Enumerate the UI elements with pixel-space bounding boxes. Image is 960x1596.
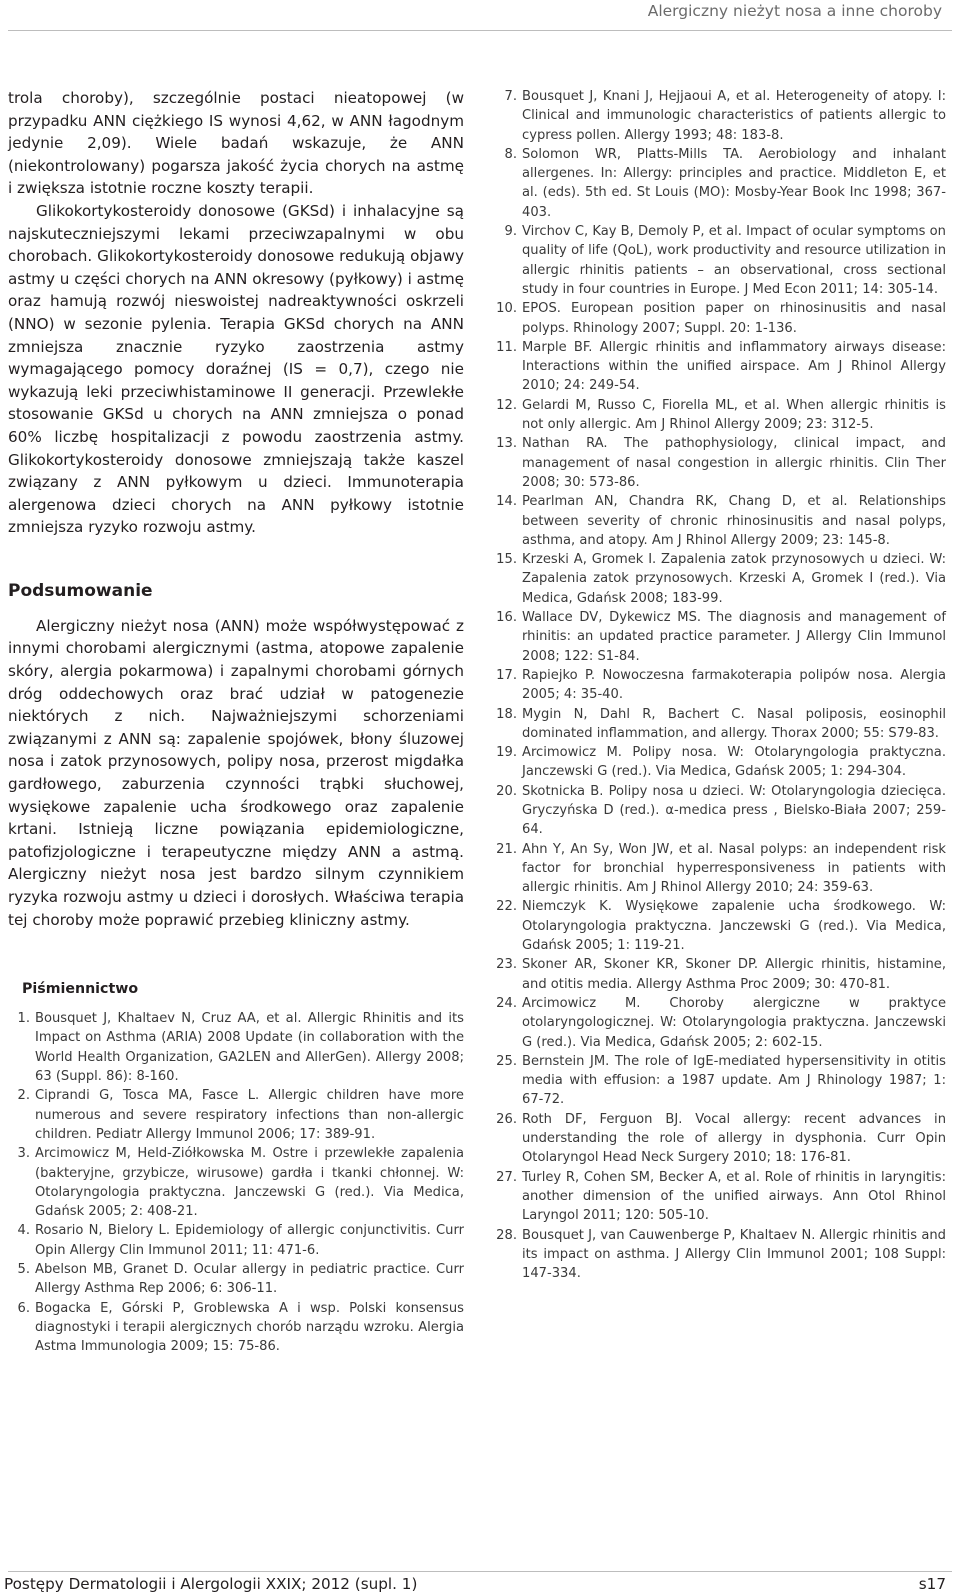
summary-paragraph: Alergiczny nieżyt nosa (ANN) może współwystępować z innymi chorobami alergicznymi (astma, atopowe zapalenie skóry, alergia pokarmowa) i zapalnymi chorobami górnych dróg oddechowych oraz brać udział w patogenezie niektórych z nich. Najważniejszymi schorzeniami związanymi z ANN są: zapalenie spojówek, błony śluzowej nosa i zatok przynosowych, polipy nosa, przerost migdałka gardłowego, zaburzenia czynności trąbki słuchowej, wysiękowe zapalenie ucha środkowego oraz zapalenie krtani. Istnieją liczne powiązania epidemiologiczne, patofizjologiczne i terapeutyczne między ANN a astmą. Alergiczny nieżyt nosa jest bardzo silnym czynnikiem ryzyka rozwoju astmy u dzieci i dorosłych. Właściwa terapia tej choroby może poprawić przebieg kliniczny astmy. [8, 616, 464, 929]
reference-item [493, 1110, 946, 1168]
header-divider [8, 30, 952, 31]
reference-number: 22. [496, 899, 517, 915]
references-list-right [493, 87, 946, 1283]
reference-number: 11. [496, 339, 517, 355]
reference-item [8, 1299, 464, 1357]
reference-text: Bogacka E, Górski P, Groblewska A i wsp. Polski konsensus diagnostyki i terapii alergicznych chorób narządu wzroku. Alergia Astma Immunologia 2009; 15: 75-86. [35, 1300, 464, 1355]
reference-item [493, 782, 946, 840]
reference-number: 5. [17, 1262, 30, 1278]
reference-item [493, 338, 946, 396]
reference-text: Arcimowicz M. Polipy nosa. W: Otolaryngologia praktyczna. Janczewski G (red.). Via Medica, Gdańsk 2005; 1: 294-304. [522, 745, 946, 780]
reference-text: Roth DF, Ferguon BJ. Vocal allergy: recent advances in understanding the role of allergy in dysphonia. Curr Opin Otolaryngol Head Neck Surgery 2010; 18: 176-81. [522, 1111, 946, 1166]
reference-item [493, 666, 946, 705]
footer-journal: Postępy Dermatologii i Alergologii XXIX; 2012 (supl. 1) [4, 1575, 418, 1593]
right-column [493, 87, 946, 1283]
reference-number: 7. [504, 89, 517, 104]
reference-number: 12. [496, 397, 517, 413]
reference-text: Rosario N, Bielory L. Epidemiology of allergic conjunctivitis. Curr Opin Allergy Clin Immunol 2011; 11: 471-6. [35, 1223, 464, 1258]
reference-item [493, 222, 946, 299]
reference-item [493, 492, 946, 550]
reference-item [493, 1226, 946, 1284]
reference-number: 20. [496, 783, 517, 799]
reference-item [8, 1260, 464, 1299]
reference-item [493, 608, 946, 666]
reference-text: Ahn Y, An Sy, Won JW, et al. Nasal polyps: an independent risk factor for bronchial hyperresponsiveness in patients with allergic rhinitis. Am J Rhinol Allergy 2010; 24: 359-63. [522, 841, 946, 896]
reference-text: Gelardi M, Russo C, Fiorella ML, et al. When allergic rhinitis is not only allergic. Am J Rhinol Allergy 2009; 23: 312-5. [522, 397, 946, 433]
reference-number: 24. [496, 995, 517, 1011]
reference-text: Arcimowicz M. Choroby alergiczne w praktyce otolaryngologicznej. W: Otolaryngologia praktyczna. Janczewski G (red.). Via Medica, Gdańsk 2005; 2: 602-15. [522, 995, 946, 1050]
reference-number: 25. [496, 1053, 517, 1069]
reference-item [8, 1144, 464, 1221]
reference-text: Ciprandi G, Tosca MA, Fasce L. Allergic children have more numerous and severe respiratory infections than non-allergic children. Pediatr Allergy Immunol 2006; 17: 389-91. [35, 1088, 464, 1142]
reference-item [8, 1221, 464, 1260]
reference-number: 6. [17, 1300, 30, 1316]
reference-text: Krzeski A, Gromek I. Zapalenia zatok przynosowych u dzieci. W: Zapalenia zatok przynosowych. Krzeski A, Gromek I (red.). Via Medica, Gdańsk 2008; 183-99. [522, 552, 946, 606]
reference-number: 21. [496, 841, 517, 857]
reference-text: Bernstein JM. The role of IgE-mediated hypersensitivity in otitis media with effusion: a 1987 update. Am J Rhinology 1987; 1: 67-72. [522, 1053, 946, 1108]
running-head: Alergiczny nieżyt nosa a inne choroby [647, 2, 942, 20]
reference-item [493, 434, 946, 492]
reference-text: Bousquet J, van Cauwenberge P, Khaltaev N. Allergic rhinitis and its impact on asthma. J Allergy Clin Immunol 2001; 108 Suppl: 147-334. [522, 1227, 946, 1282]
reference-text: Bousquet J, Knani J, Hejjaoui A, et al. Heterogeneity of atopy. I: Clinical and immunologic characteristics of patients allergic to cypress pollen. Allergy 1993; 48: 183-8. [522, 89, 946, 143]
reference-number: 18. [496, 706, 517, 722]
reference-text: Solomon WR, Platts-Mills TA. Aerobiology and inhalant allergenes. In: Allergy: principles and practice. Middleton E, et al. (eds). 5th ed. St Louis (MO): Mosby-Year Book Inc 1998; 367-403. [522, 146, 946, 220]
reference-text: Abelson MB, Granet D. Ocular allergy in pediatric practice. Curr Allergy Asthma Rep 2006; 6: 306-11. [35, 1262, 464, 1297]
reference-number: 15. [496, 552, 517, 568]
section-title-summary: Podsumowanie [8, 580, 153, 601]
reference-number: 14. [496, 494, 517, 510]
reference-number: 27. [496, 1169, 517, 1185]
body-paragraph: Glikokortykosteroidy donosowe (GKSd) i inhalacyjne są najskuteczniejszymi lekami przeciwzapalnymi w obu chorobach. Glikokortykosteroidy donosowe redukują objawy astmy u części chorych na ANN okresowy (pyłkowy) i astmę oraz hamują rozwój nieswoistej nadreaktywności oskrzeli (NNO) w sezonie pylenia. Terapia GKSd chorych na ANN zmniejsza znacznie ryzyko zaostrzenia astmy wymagającego pomocy doraźnej (IS = 0,7), czego nie wykazują leki przeciwhistaminowe II generacji. Przewlekłe stosowanie GKSd u chorych na ANN zmniejsza o ponad 60% liczbę hospitalizacji z powodu zaostrzenia astmy. Glikokortykosteroidy donosowe zmniejszają także kaszel związany z ANN pyłkowym u dzieci. Immunoterapia alergenowa dzieci chorych na ANN pyłkowy istotnie zmniejsza ryzyko rozwoju astmy. [8, 201, 464, 537]
reference-number: 23. [496, 957, 517, 973]
reference-number: 17. [496, 667, 517, 683]
reference-text: Pearlman AN, Chandra RK, Chang D, et al. Relationships between severity of chronic rhinosinusitis and nasal polyps, asthma, and atopy. Am J Rhinol Allergy 2009; 23: 145-8. [522, 494, 946, 548]
reference-item [493, 145, 946, 222]
reference-item [493, 396, 946, 435]
reference-item [493, 1168, 946, 1226]
reference-item [493, 897, 946, 955]
references-title: Piśmiennictwo [22, 981, 139, 998]
reference-text: Wallace DV, Dykewicz MS. The diagnosis and management of rhinitis: an updated practice parameter. J Allergy Clin Immunol 2008; 122: S1-84. [522, 610, 946, 664]
page-number: s17 [918, 1575, 946, 1593]
reference-text: Bousquet J, Khaltaev N, Cruz AA, et al. Allergic Rhinitis and its Impact on Asthma (ARIA) 2008 Update (in collaboration with the World Health Organization, GA2LEN and AllerGen). Allergy 2008; 63 (Suppl. 86): 8-160. [35, 1011, 464, 1085]
reference-item [493, 840, 946, 898]
left-column [8, 87, 464, 1357]
reference-item [8, 1009, 464, 1086]
reference-item [493, 994, 946, 1052]
reference-text: Rapiejko P. Nowoczesna farmakoterapia polipów nosa. Alergia 2005; 4: 35-40. [522, 667, 946, 703]
reference-number: 10. [496, 301, 517, 317]
reference-item [493, 299, 946, 338]
reference-text: EPOS. European position paper on rhinosinusitis and nasal polyps. Rhinology 2007; Suppl. 20: 1-136. [522, 301, 946, 336]
reference-item [493, 87, 946, 145]
body-paragraph: trola choroby), szczególnie postaci nieatopowej (w przypadku ANN ciężkiego IS wynosi 4,62, w ANN łagodnym jedynie 2,09). Wiele badań wskazuje, że ANN (niekontrolowany) pogarsza jakość życia chorych na astmę i zwiększa istotnie roczne koszty terapii. [8, 89, 464, 198]
reference-text: Skotnicka B. Polipy nosa u dzieci. W: Otolaryngologia dziecięca. Gryczyńska D (red.). α-medica press , Bielsko-Biała 2007; 259-64. [522, 783, 946, 838]
reference-item [493, 550, 946, 608]
reference-number: 2. [17, 1088, 30, 1104]
reference-text: Skoner AR, Skoner KR, Skoner DP. Allergic rhinitis, histamine, and otitis media. Allergy Asthma Proc 2009; 30: 470-81. [522, 957, 946, 992]
reference-text: Virchov C, Kay B, Demoly P, et al. Impact of ocular symptoms on quality of life (QoL), work productivity and resource utilization in allergic rhinitis patients – an observational, cross sectional study in four countries in Europe. J Med Econ 2011; 14: 305-14. [522, 224, 946, 297]
reference-text: Turley R, Cohen SM, Becker A, et al. Role of rhinitis in laryngitis: another dimension of the unified airways. Ann Otol Rhinol Laryngol 2011; 120: 505-10. [522, 1169, 946, 1224]
reference-item [493, 705, 946, 744]
reference-item [8, 1086, 464, 1144]
reference-text: Marple BF. Allergic rhinitis and inflammatory airways disease: Interactions within the unified airspace. Am J Rhinol Allergy 2010; 24: 249-54. [522, 339, 946, 394]
reference-number: 9. [504, 224, 517, 240]
reference-text: Nathan RA. The pathophysiology, clinical impact, and management of nasal congestion in allergic rhinitis. Clin Ther 2008; 30: 573-86. [522, 436, 946, 490]
reference-number: 19. [496, 745, 517, 761]
reference-number: 4. [17, 1223, 30, 1239]
reference-number: 1. [17, 1011, 30, 1027]
reference-number: 13. [496, 436, 517, 452]
reference-number: 28. [496, 1227, 517, 1243]
reference-number: 3. [17, 1146, 30, 1162]
reference-number: 8. [504, 146, 517, 162]
footer-divider [8, 1571, 952, 1572]
reference-number: 26. [496, 1111, 517, 1127]
reference-text: Niemczyk K. Wysiękowe zapalenie ucha środkowego. W: Otolaryngologia praktyczna. Janczewski G (red.). Via Medica, Gdańsk 2005; 1: 119-21. [522, 899, 946, 954]
references-list-left [8, 1009, 464, 1356]
reference-text: Mygin N, Dahl R, Bachert C. Nasal poliposis, eosinophil dominated inflammation, and allergy. Thorax 2000; 55: S79-83. [522, 706, 946, 741]
reference-item [493, 955, 946, 994]
reference-item [493, 743, 946, 782]
reference-text: Arcimowicz M, Held-Ziółkowska M. Ostre i przewlekłe zapalenia (bakteryjne, grzybicze, wirusowe) gardła i tkanki chłonnej. W: Otolaryngologia praktyczna. Janczewski G (red.). Via Medica, Gdańsk 2005; 2: 408-21. [35, 1146, 464, 1220]
reference-item [493, 1052, 946, 1110]
reference-number: 16. [496, 610, 517, 626]
